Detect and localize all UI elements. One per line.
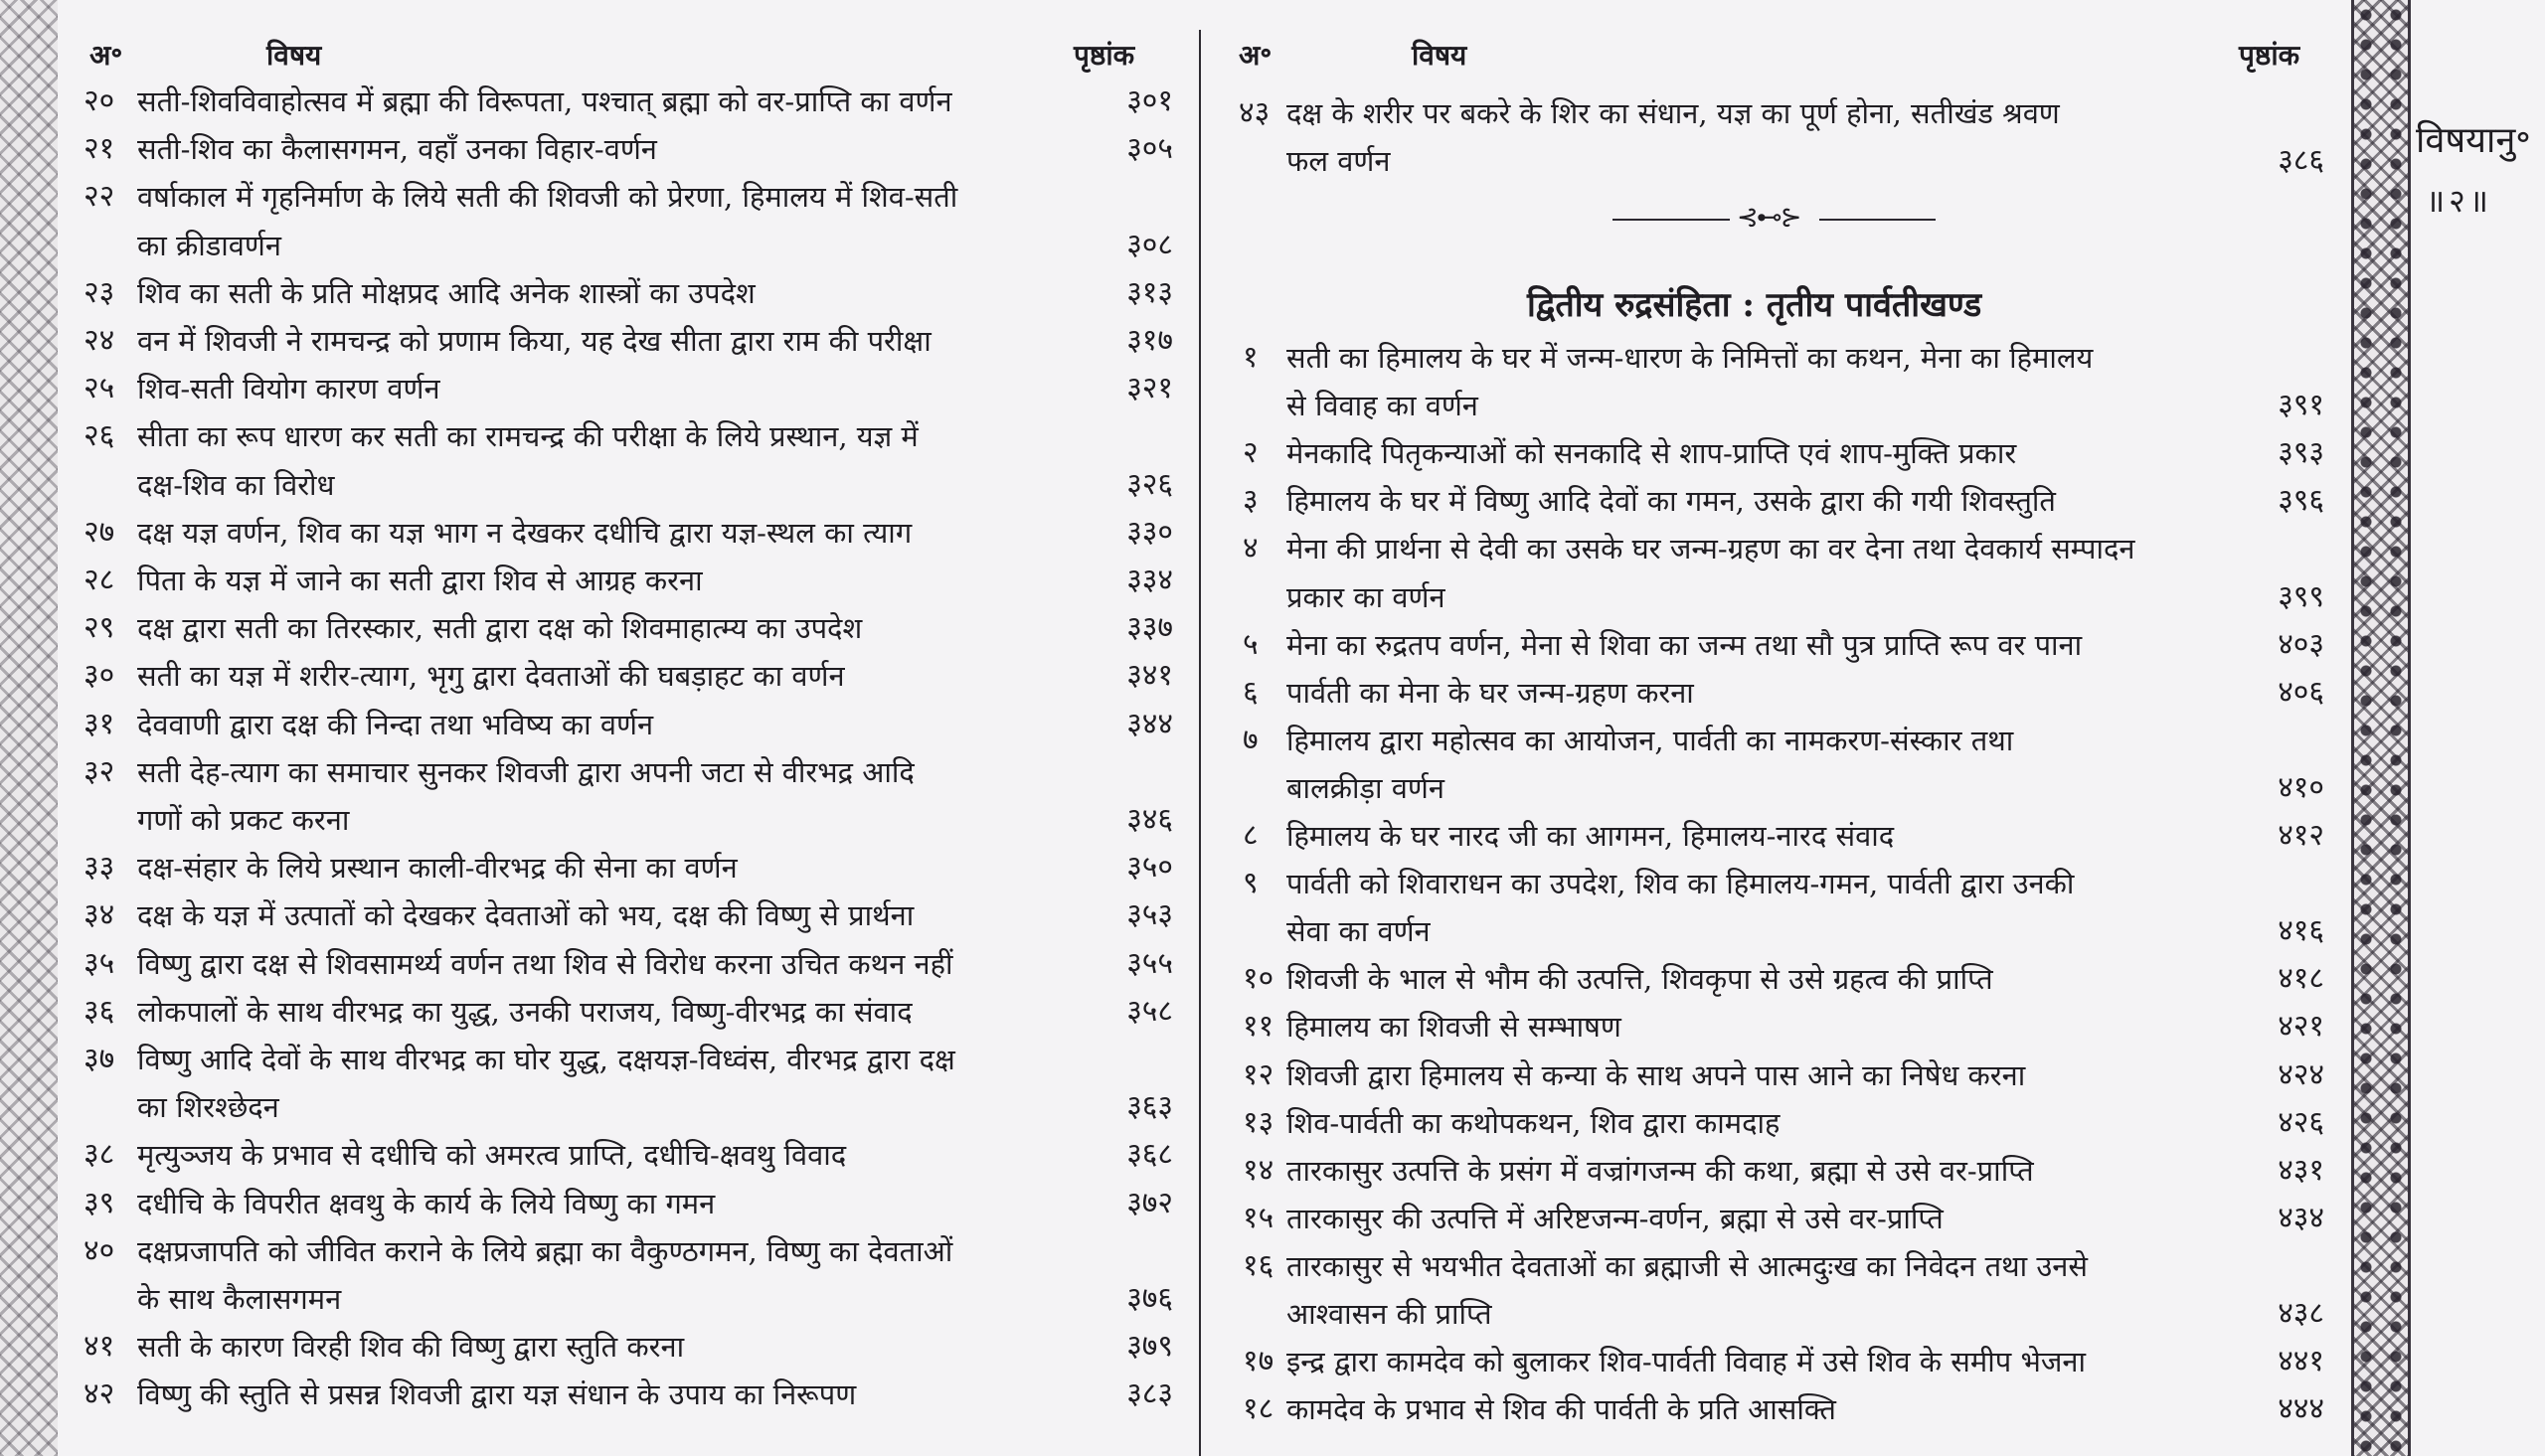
entry-title: मेना का रुद्रतप वर्णन, मेना से शिवा का जन्म तथा सौ पुत्र प्राप्ति रूप वर पाना — [1286, 627, 2083, 662]
entry-number: २६ — [84, 418, 115, 454]
entry-page: ४१८ — [2278, 961, 2324, 997]
entry-title: लोकपालों के साथ वीरभद्र का युद्ध, उनकी पराजय, विष्णु-वीरभद्र का संवाद — [137, 994, 913, 1029]
entry-number: ३ — [1243, 483, 1259, 519]
entry-title: हिमालय द्वारा महोत्सव का आयोजन, पार्वती का नामकरण-संस्कार तथा — [1286, 723, 2014, 757]
border-rule — [2408, 0, 2411, 1456]
entry-number: १ — [1243, 340, 1259, 375]
entry-page: ४१० — [2278, 769, 2324, 805]
entry-title: विष्णु द्वारा दक्ष से शिवसामर्थ्य वर्णन तथा शिव से विरोध करना उचित कथन नहीं — [137, 946, 953, 981]
entry-page: ३८३ — [1126, 1376, 1173, 1412]
entry-page: ३६३ — [1126, 1089, 1173, 1125]
entry-page: ३७२ — [1126, 1185, 1173, 1220]
entry-page: ३७९ — [1126, 1329, 1173, 1365]
entry-number: ४२ — [84, 1376, 115, 1412]
header-page: पृष्ठांक — [1074, 39, 1135, 72]
entry-number: ३१ — [84, 706, 115, 741]
entry-title: विष्णु की स्तुति से प्रसन्न शिवजी द्वारा यज्ञ संधान के उपाय का निरूपण — [137, 1377, 857, 1412]
entry-page: ४४१ — [2278, 1344, 2324, 1379]
entry-title: दक्ष द्वारा सती का तिरस्कार, सती द्वारा दक्ष को शिवमाहात्म्य का उपदेश — [137, 611, 863, 646]
entry-number: ५ — [1243, 626, 1259, 662]
entry-page: ३२१ — [1126, 371, 1173, 406]
entry-title: शिव-पार्वती का कथोपकथन, शिव द्वारा कामदाह — [1286, 1105, 1781, 1140]
entry-number: २२ — [84, 179, 115, 215]
entry-page: ४२६ — [2278, 1104, 2324, 1140]
entry-page: ४१२ — [2278, 818, 2324, 853]
header-subject: विषय — [1412, 39, 1467, 72]
entry-title: पार्वती का मेना के घर जन्म-ग्रहण करना — [1286, 675, 1694, 710]
page-number: ॥२॥ — [2426, 182, 2492, 220]
entry-number: ४० — [84, 1232, 115, 1268]
entry-title: शिवजी द्वारा हिमालय से कन्या के साथ अपने पास आने का निषेध करना — [1286, 1057, 2026, 1092]
header-number: अ॰ — [1239, 39, 1272, 72]
entry-title: दक्ष के यज्ञ में उत्पातों को देखकर देवताओं को भय, दक्ष की विष्णु से प्रार्थना — [137, 898, 915, 933]
entry-number: २९ — [84, 610, 115, 646]
entry-number: १३ — [1243, 1104, 1274, 1140]
entry-page: ३९६ — [2278, 483, 2324, 519]
entry-number: ४३ — [1239, 95, 1271, 130]
entry-page: ४३१ — [2278, 1152, 2324, 1188]
left-decorative-border — [0, 0, 58, 1456]
entry-page: ४०६ — [2278, 674, 2324, 710]
entry-page: ३५३ — [1126, 897, 1173, 933]
entry-title: सती-शिव का कैलासगमन, वहाँ उनका विहार-वर्णन — [137, 132, 657, 167]
entry-title: आश्वासन की प्राप्ति — [1286, 1297, 1492, 1331]
entry-title: वन में शिवजी ने रामचन्द्र को प्रणाम किया, यह देख सीता द्वारा राम की परीक्षा — [137, 324, 932, 358]
entry-title: तारकासुर उत्पत्ति के प्रसंग में वज्रांगजन्म की कथा, ब्रह्मा से उसे वर-प्राप्ति — [1286, 1153, 2034, 1188]
entry-title: विष्णु आदि देवों के साथ वीरभद्र का घोर युद्ध, दक्षयज्ञ-विध्वंस, वीरभद्र द्वारा दक्ष — [137, 1043, 955, 1076]
entry-number: ८ — [1243, 818, 1259, 853]
entry-title: हिमालय के घर नारद जी का आगमन, हिमालय-नारद संवाद — [1286, 819, 1895, 853]
right-decorative-border — [2351, 0, 2411, 1456]
entry-page: ३४४ — [1126, 706, 1173, 741]
entry-number: २१ — [84, 131, 115, 167]
entry-title: दधीचि के विपरीत क्षवथु के कार्य के लिये विष्णु का गमन — [137, 1186, 716, 1220]
entry-title: शिवजी के भाल से भौम की उत्पत्ति, शिवकृपा से उसे ग्रहत्व की प्राप्ति — [1286, 962, 1993, 997]
entry-number: ३८ — [84, 1137, 115, 1173]
entry-title: सेवा का वर्णन — [1286, 914, 1431, 949]
entry-number: ४ — [1243, 531, 1259, 566]
entry-number: १६ — [1243, 1247, 1274, 1283]
entry-title: दक्ष-शिव का विरोध — [137, 467, 335, 502]
entry-number: १० — [1243, 961, 1274, 997]
entry-title: देववाणी द्वारा दक्ष की निन्दा तथा भविष्य का वर्णन — [137, 707, 654, 741]
entry-page: ३९१ — [2278, 388, 2324, 423]
entry-number: ११ — [1243, 1009, 1274, 1045]
entry-page: ३९९ — [2278, 578, 2324, 614]
entry-title: वर्षाकाल में गृहनिर्माण के लिये सती की शिवजी को प्रेरणा, हिमालय में शिव-सती — [137, 180, 958, 215]
entry-number: ७ — [1243, 722, 1259, 757]
entry-title: के साथ कैलासगमन — [137, 1282, 342, 1316]
entry-number: ३९ — [84, 1185, 115, 1220]
entry-page: ३५० — [1126, 850, 1173, 886]
entry-number: ४१ — [84, 1329, 115, 1365]
entry-page: ३१३ — [1126, 274, 1173, 310]
entry-title: दक्ष के शरीर पर बकरे के शिर का संधान, यज्ञ का पूर्ण होना, सतीखंड श्रवण — [1286, 96, 2060, 130]
entry-page: ४२१ — [2278, 1009, 2324, 1045]
entry-page: ४१६ — [2278, 913, 2324, 949]
entry-number: ३० — [84, 658, 115, 694]
entry-title: मेनकादि पितृकन्याओं को सनकादि से शाप-प्राप्ति एवं शाप-मुक्ति प्रकार — [1286, 436, 2017, 471]
entry-page: ३५५ — [1126, 945, 1173, 981]
entry-title: सती का हिमालय के घर में जन्म-धारण के निमित्तों का कथन, मेना का हिमालय — [1286, 341, 2094, 375]
entry-page: ४२४ — [2278, 1056, 2324, 1092]
entry-title: सीता का रूप धारण कर सती का रामचन्द्र की परीक्षा के लिये प्रस्थान, यज्ञ में — [137, 419, 919, 454]
entry-number: ३३ — [84, 850, 115, 886]
entry-title: शिव-सती वियोग कारण वर्णन — [137, 372, 440, 406]
entry-title: हिमालय का शिवजी से सम्भाषण — [1286, 1010, 1621, 1045]
entry-number: २७ — [84, 514, 115, 550]
entry-title: सती-शिवविवाहोत्सव में ब्रह्मा की विरूपता, पश्चात् ब्रह्मा को वर-प्राप्ति का वर्णन — [137, 84, 952, 118]
running-head-label: विषयानु॰ — [2416, 120, 2531, 161]
entry-page: ३१७ — [1126, 323, 1173, 358]
entry-page: ३६८ — [1126, 1137, 1173, 1173]
entry-number: २० — [84, 83, 115, 118]
entry-number: ३६ — [84, 993, 115, 1029]
entry-page: ३३० — [1126, 514, 1173, 550]
entry-title: शिव का सती के प्रति मोक्षप्रद आदि अनेक शास्त्रों का उपदेश — [137, 275, 756, 310]
entry-number: १४ — [1243, 1152, 1274, 1188]
entry-number: २४ — [84, 323, 115, 358]
entry-page: ३०८ — [1126, 227, 1173, 262]
entry-page: ३९३ — [2278, 435, 2324, 471]
entry-page: ३०१ — [1126, 83, 1173, 118]
entry-page: ४०३ — [2278, 626, 2324, 662]
entry-title: तारकासुर की उत्पत्ति में अरिष्टजन्म-वर्णन, ब्रह्मा से उसे वर-प्राप्ति — [1286, 1201, 1944, 1235]
entry-page: ३३४ — [1126, 563, 1173, 597]
entry-page: ४४४ — [2278, 1391, 2324, 1427]
entry-title: तारकासुर से भयभीत देवताओं का ब्रह्माजी से आत्मदुःख का निवेदन तथा उनसे — [1286, 1248, 2088, 1283]
entry-page: ३०५ — [1126, 131, 1173, 167]
entry-number: १५ — [1243, 1200, 1274, 1235]
section-ornament — [1612, 203, 1936, 233]
entry-number: ३४ — [84, 897, 115, 933]
entry-page: ३३७ — [1126, 610, 1173, 646]
entry-title: हिमालय के घर में विष्णु आदि देवों का गमन, उसके द्वारा की गयी शिवस्तुति — [1286, 484, 2056, 519]
entry-page: ३७६ — [1126, 1281, 1173, 1316]
section-title: द्वितीय रुद्रसंहिता : तृतीय पार्वतीखण्ड — [1527, 285, 1982, 325]
entry-title: प्रकार का वर्णन — [1286, 579, 1445, 614]
header-subject: विषय — [266, 39, 322, 72]
entry-title: फल वर्णन — [1286, 144, 1391, 179]
ornament-glyph: ⊰⊷⊱ — [1737, 203, 1800, 233]
entry-page: ३८६ — [2278, 143, 2324, 179]
border-rule — [2351, 0, 2354, 1456]
entry-title: इन्द्र द्वारा कामदेव को बुलाकर शिव-पार्वती विवाह में उसे शिव के समीप भेजना — [1286, 1345, 2086, 1379]
entry-page: ४३४ — [2278, 1200, 2324, 1235]
column-divider — [1199, 30, 1201, 1456]
entry-page: ३२६ — [1126, 466, 1173, 502]
entry-number: २५ — [84, 371, 115, 406]
entry-number: १७ — [1243, 1344, 1274, 1379]
entry-title: मृत्युञ्जय के प्रभाव से दधीचि को अमरत्व प्राप्ति, दधीचि-क्षवथु विवाद — [137, 1138, 847, 1173]
entry-title: मेना की प्रार्थना से देवी का उसके घर जन्म-ग्रहण का वर देना तथा देवकार्य सम्पादन — [1286, 532, 2135, 566]
entry-number: ३२ — [84, 753, 115, 789]
entry-title: सती का यज्ञ में शरीर-त्याग, भृगु द्वारा देवताओं की घबड़ाहट का वर्णन — [137, 659, 845, 694]
entry-page: ४३८ — [2278, 1296, 2324, 1331]
entry-title: दक्ष यज्ञ वर्णन, शिव का यज्ञ भाग न देखकर दधीचि द्वारा यज्ञ-स्थल का त्याग — [137, 515, 913, 550]
entry-number: २ — [1243, 435, 1259, 471]
entry-title: सती देह-त्याग का समाचार सुनकर शिवजी द्वारा अपनी जटा से वीरभद्र आदि — [137, 754, 915, 789]
entry-title: गणों को प्रकट करना — [137, 803, 350, 837]
entry-number: ६ — [1243, 674, 1259, 710]
entry-number: ३५ — [84, 945, 115, 981]
entry-title: दक्ष-संहार के लिये प्रस्थान काली-वीरभद्र की सेना का वर्णन — [137, 851, 738, 886]
entry-number: २८ — [84, 563, 115, 597]
header-number: अ॰ — [89, 39, 123, 72]
entry-title: से विवाह का वर्णन — [1286, 389, 1478, 423]
entry-number: १८ — [1243, 1391, 1274, 1427]
entry-page: ३५८ — [1126, 993, 1173, 1029]
entry-title: कामदेव के प्रभाव से शिव की पार्वती के प्रति आसक्ति — [1286, 1392, 1836, 1427]
entry-title: बालक्रीड़ा वर्णन — [1286, 770, 1444, 805]
entry-number: १२ — [1243, 1056, 1274, 1092]
entry-title: पार्वती को शिवाराधन का उपदेश, शिव का हिमालय-गमन, पार्वती द्वारा उनकी — [1286, 867, 2075, 901]
header-page: पृष्ठांक — [2239, 39, 2300, 72]
entry-number: ३७ — [84, 1042, 115, 1076]
entry-title: दक्षप्रजापति को जीवित कराने के लिये ब्रह्मा का वैकुण्ठगमन, विष्णु का देवताओं — [137, 1233, 953, 1268]
entry-title: पिता के यज्ञ में जाने का सती द्वारा शिव से आग्रह करना — [137, 564, 703, 597]
entry-title: का क्रीडावर्णन — [137, 228, 281, 262]
entry-number: २३ — [84, 274, 115, 310]
entry-title: सती के कारण विरही शिव की विष्णु द्वारा स्तुति करना — [137, 1330, 685, 1365]
entry-number: ९ — [1243, 866, 1259, 901]
entry-page: ३४१ — [1126, 658, 1173, 694]
entry-page: ३४६ — [1126, 802, 1173, 837]
entry-title: का शिरश्छेदन — [137, 1090, 279, 1125]
